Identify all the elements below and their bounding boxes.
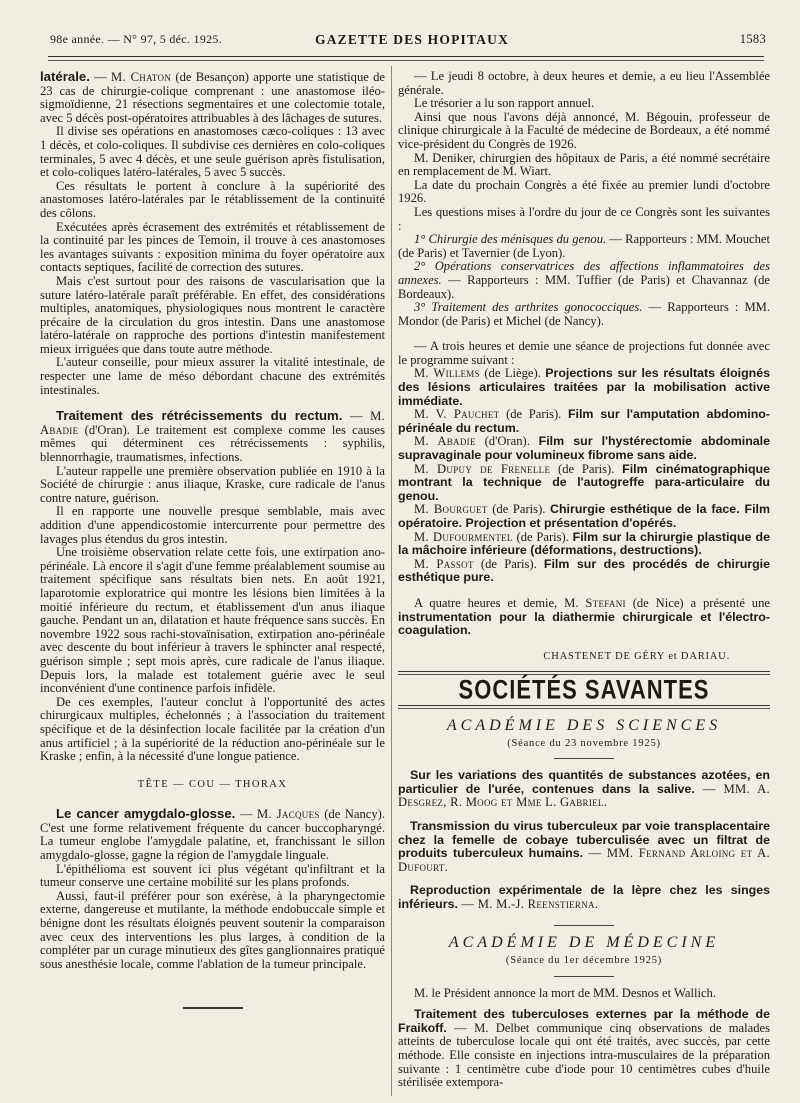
academy-entry: Reproduction expérimentale de la lèpre chez les singes inférieurs. — M. M.-J. Reenstierna. <box>398 883 770 911</box>
paragraph: Il divise ses opérations en anastomoses cæco-coliques : 13 avec 1 décès, et colo-coliques. Il subdivise ces dernières en colo-coliques terminales, 5 avec 4 décès, et une seule guérison après fistulisation, et colo-coliques latéro-latérales, 5 avec 5 succès. <box>40 124 385 180</box>
header-rule <box>48 56 764 57</box>
paragraph: Ainsi que nous l'avons déjà annoncé, M. Bégouin, professeur de clinique chirurgicale à la Faculté de médecine de Bordeaux, a été nommé vice-président du Congrès de 1926. <box>398 109 770 151</box>
paragraph: L'auteur conseille, pour mieux assurer la vitalité intestinale, de respecter une lame de méso débordant chacune des extrémités intestinales. <box>40 355 385 397</box>
article-cancer: Le cancer amygdalo-glosse. — M. Jacques (de Nancy). C'est une forme relativement fréquente du cancer buccopharyngé. La tumeur englobe l'amygdale palatine, et, franchissant le sillon amygdalo-glosse, gagne la région de l'amygdale linguale. <box>40 806 386 863</box>
academy-entry: Transmission du virus tuberculeux par voie transplacentaire chez la femelle de cobaye tuberculisée avec un filtrat de produits tuberculeux humains. — MM. Fernand Arloing et A. Dufourt. <box>398 818 770 874</box>
page-number: 1583 <box>739 32 766 46</box>
seance-date: (Séance du 23 novembre 1925) <box>507 737 661 749</box>
film-item: M. V. Pauchet (de Paris). Film sur l'amputation abdomino-périnéale du rectum. <box>398 407 771 435</box>
film-item: M. Abadie (d'Oran). Film sur l'hystérectomie abdominale supravaginale pour volumineux fibrome sans aide. <box>398 434 771 463</box>
academie-medecine-heading: ACADÉMIE DE MÉDECINE <box>448 934 720 952</box>
short-rule <box>554 758 614 759</box>
societes-heading: SOCIÉTÉS SAVANTES <box>458 674 710 705</box>
question-item: 1° Chirurgie des ménisques du genou. — Rapporteurs : MM. Mouchet (de Paris) et Tavernier (de Lyon). <box>398 232 771 260</box>
paragraph: Les questions mises à l'ordre du jour de ce Congrès sont les suivantes : <box>398 204 770 233</box>
film-item: M. Dufourmentel (de Paris). Film sur la chirurgie plastique de la mâchoire inférieure (déformations, destructions). <box>398 529 770 558</box>
section-rule <box>398 705 770 709</box>
paragraph: — Le jeudi 8 octobre, à deux heures et demie, a eu lieu l'Assemblée générale. <box>398 69 770 97</box>
column-divider <box>391 66 392 1096</box>
paragraph: La date du prochain Congrès a été fixée au premier lundi d'octobre 1926. <box>398 177 770 206</box>
header-rule-thin <box>48 60 764 61</box>
seance-date: (Séance du 1er décembre 1925) <box>505 955 663 967</box>
page-header <box>50 32 766 56</box>
paragraph: L'épithélioma est souvent ici plus végétant qu'infiltrant et la tumeur conserve une certaine mobilité sur les plans profonds. <box>40 861 385 890</box>
paragraph: Aussi, faut-il préférer pour son exérèse, à la pharyngectomie externe, dangereuse et mutilante, la méthode endobuccale simple et bénigne dont les résultats éloignés peuvent soutenir la comparaison avec ceux des interventions les plus larges, à condition de la compléter par un curage minutieux des gîtes ganglionnaires pratiqué sous anesthésie locale, comme l'ablation de la tumeur principale. <box>40 888 385 971</box>
paragraph: latérale. — M. Chaton (de Besançon) apporte une statistique de 23 cas de chirurgie-colique comprenant : une anastomose iléo-sigmoïdienne, 21 résections segmentaires et une colectomie totale, avec 5 décès post-opératoires attribuables à des lâchages de sutures. <box>40 69 386 125</box>
right-column <box>398 70 770 1090</box>
film-item: M. Dupuy de Frenelle (de Paris). Film cinématographique montrant la technique de l'autogreffe para-articulaire du genou. <box>398 461 770 503</box>
short-rule <box>554 925 614 926</box>
paragraph: Le trésorier a lu son rapport annuel. <box>414 96 595 111</box>
left-column <box>40 70 385 1009</box>
issue-info: 98e année. — N° 97, 5 déc. 1925. <box>50 32 223 46</box>
section-heading: TÊTE — COU — THORAX <box>137 778 288 790</box>
signature: CHASTENET DE GÉRY et DARIAU. <box>543 650 730 662</box>
film-item: M. Passot (de Paris). Film sur des procédés de chirurgie esthétique pure. <box>398 556 770 585</box>
film-item: M. Bourguet (de Paris). Chirurgie esthétique de la face. Film opératoire. Projection et présentation d'opérés. <box>398 502 770 530</box>
end-rule <box>183 1007 243 1009</box>
paragraph: M. Deniker, chirurgien des hôpitaux de Paris, a été nommé secrétaire en remplacement de M. Wiart. <box>398 150 770 179</box>
paragraph: Ces résultats le portent à conclure à la supériorité des anastomoses latéro-latérales par le rétablissement de la continuité des côlons. <box>40 178 385 220</box>
question-item: 2° Opérations conservatrices des affections inflammatoires des annexes. — Rapporteurs : MM. Tuffier (de Paris) et Chavannaz (de Bordeaux). <box>398 259 770 301</box>
paragraph: De ces exemples, l'auteur conclut à l'opportunité des actes chirurgicaux multiples, échelonnés ; à l'association du traitement spécifique et de la désinfection locale facilitée par la création d'un anus artificiel ; à la supériorité de la réduction ano-périnéale sur le Kraske ; enfin, à la nécessité d'une longue patience. <box>40 694 385 764</box>
journal-title: GAZETTE DES HOPITAUX <box>315 32 510 47</box>
paragraph: A quatre heures et demie, M. Stefani (de Nice) a présenté une instrumentation pour la diathermie chirurgicale et l'électro-coagulation. <box>398 595 770 638</box>
article-rectum: Traitement des rétrécissements du rectum. — M. Abadie (d'Oran). Le traitement est complexe comme les causes mêmes qui déterminent ces rétrécissements : syphilis, blennorrhagie, traumatismes, infections. <box>40 408 386 465</box>
paragraph: — A trois heures et demie une séance de projections fut donnée avec le programme suivant : <box>398 339 770 367</box>
paragraph: Mais c'est surtout pour des raisons de vascularisation que la suture latéro-latérale paraît préférable. En effet, des considérations multiples, anatomiques, physiologiques nous montrent le caractère précaire de la circulation du gros intestin. Dans une anastomose latéro-latérale on rapproche des portions d'intestin manifestement mieux irriguées que dans toute autre méthode. <box>40 273 385 356</box>
academy-entry: Traitement des tuberculoses externes par la méthode de Fraikoff. — M. Delbet communique cinq observations de malades atteints de tuberculose locale qui ont été traités, avec succès, par cette méthode. Elle consiste en injections intra-musculaires de la préparation suivante : 1 centimètre cube d'iode pour 10 centimètres cubes d'huile stérilisée extempora- <box>398 1007 770 1090</box>
paragraph: L'auteur rappelle une première observation publiée en 1910 à la Société de chirurgie : anus iliaque, Kraske, cure radicale de l'anus contre nature, guérison. <box>40 463 385 505</box>
short-rule <box>554 976 614 977</box>
academie-sciences-heading: ACADÉMIE DES SCIENCES <box>446 716 722 734</box>
academy-entry: Sur les variations des quantités de substances azotées, en particulier de l'urée, contenues dans la salive. — MM. A. Desgrez, R. Moog et Mme L. Gabriel. <box>398 768 770 810</box>
paragraph: Il en rapporte une nouvelle presque semblable, mais avec addition d'une appendicostomie intercurrente pour permettre des lavages plus étendus du gros intestin. <box>40 504 385 546</box>
question-item: 3° Traitement des arthrites gonococciques. — Rapporteurs : MM. Mondor (de Paris) et Michel (de Nancy). <box>398 300 770 328</box>
paragraph: Une troisième observation relate cette fois, une extirpation ano-périnéale. Là encore il s'agit d'une femme préalablement soumise au traitement spécifique sans résultats bien nets. En août 1921, laparotomie exploratrice qui montre les lésions bien limitées à la moitié inférieure du rectum, et établissement d'un anus iliaque gauche. Pendant un an, dilatation et haute fréquence sans succès. En novembre 1922 sous rachi-stovaïnisation, extirpation ano-périnéale avec descente du bout inférieur à travers le sphincter anal respecté, guérison simple ; sept mois après, cure radicale de l'anus iliaque. Depuis lors, la malade est totalement guérie avec le seul inconvénient d'une continence parfois infidèle. <box>40 545 385 696</box>
paragraph: M. le Président annonce la mort de MM. Desnos et Wallich. <box>414 985 716 1000</box>
paragraph: Exécutées après écrasement des extrémités et rétablissement de la continuité par les pinces de Temoin, il trouve à ces anastomoses les avantages suivants : exposition minima du foyer opératoire aux contacts septiques, facilité de correction des sutures. <box>40 219 385 275</box>
film-item: M. Willems (de Liège). Projections sur les résultats éloignés des lésions articulaires traitées par la mobilisation active immédiate. <box>398 366 770 408</box>
